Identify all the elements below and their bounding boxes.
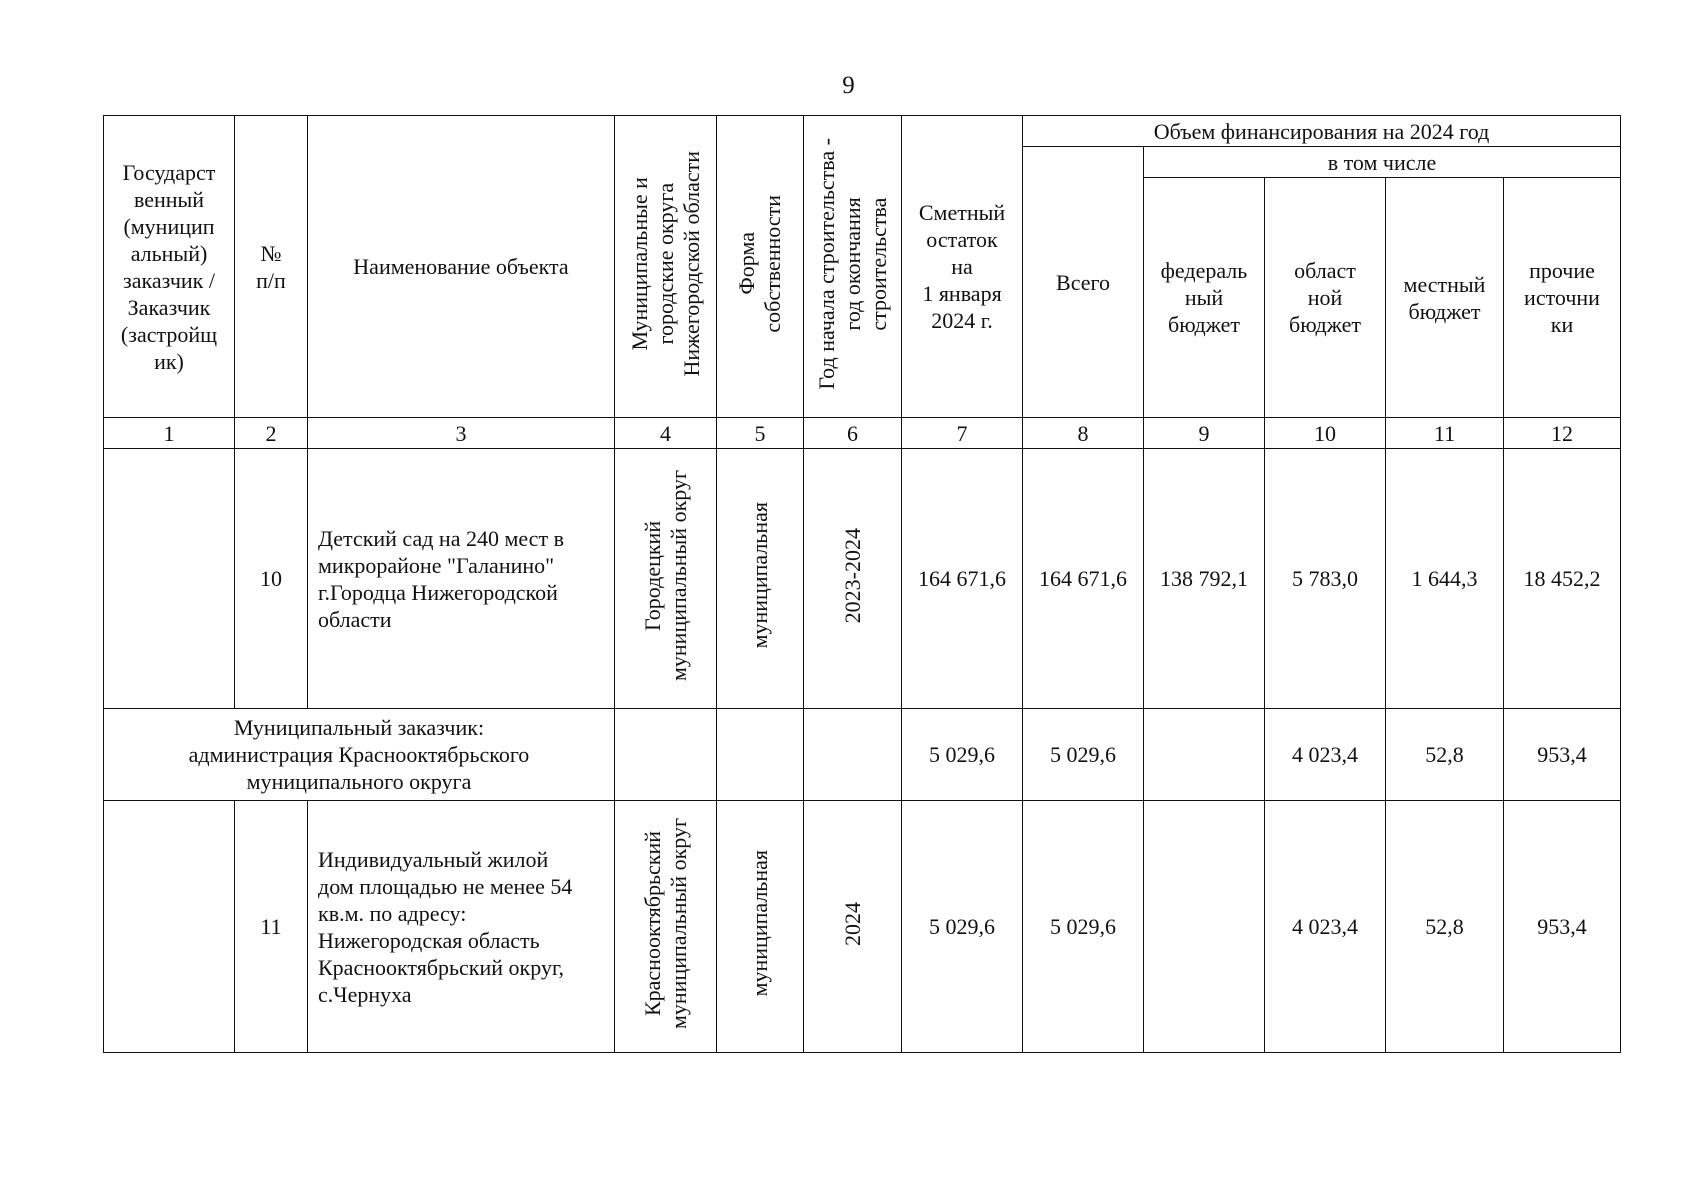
header-federal-label: федераль ный бюджет — [1160, 258, 1248, 337]
row-object-name — [308, 801, 615, 1053]
row-regional: 5 783,0 — [1265, 449, 1386, 709]
row-num: 10 — [235, 449, 308, 709]
header-other-label: прочие источни ки — [1524, 258, 1600, 337]
column-number: 3 — [308, 418, 615, 449]
column-number: 6 — [804, 418, 902, 449]
subtotal-federal — [1144, 709, 1265, 801]
row-district-text: Краснооктябрьский муниципальный округ — [639, 817, 691, 1029]
column-number: 10 — [1265, 418, 1386, 449]
column-number: 9 — [1144, 418, 1265, 449]
header-local-label: местный бюджет — [1403, 271, 1486, 324]
row-ownership-text: муниципальная — [747, 502, 772, 649]
row-estimate: 164 671,6 — [902, 449, 1023, 709]
header-including-label: в том числе — [1327, 149, 1437, 175]
header-num-label: № п/п — [256, 240, 286, 293]
page-number: 9 — [842, 72, 855, 99]
header-row — [104, 116, 1621, 147]
subtotal-local: 52,8 — [1386, 709, 1504, 801]
row-estimate: 5 029,6 — [902, 801, 1023, 1053]
header-ownership-label: Форма собственности — [734, 194, 785, 333]
row-other: 953,4 — [1504, 801, 1621, 1053]
header-years — [804, 116, 902, 418]
subtotal-other: 953,4 — [1504, 709, 1621, 801]
header-local — [1386, 178, 1504, 418]
column-number: 4 — [615, 418, 717, 449]
row-years — [804, 801, 902, 1053]
subtotal-estimate: 5 029,6 — [902, 709, 1023, 801]
header-other — [1504, 178, 1621, 418]
row-regional: 4 023,4 — [1265, 801, 1386, 1053]
header-estimate — [902, 116, 1023, 418]
header-federal — [1144, 178, 1265, 418]
header-regional — [1265, 178, 1386, 418]
header-years-label: Год начала строительства - год окончания строительства — [813, 137, 891, 390]
financing-table — [103, 115, 1621, 1053]
table-row — [104, 801, 1621, 1053]
row-local: 1 644,3 — [1386, 449, 1504, 709]
header-total — [1023, 147, 1144, 418]
column-number: 2 — [235, 418, 308, 449]
subtotal-label — [104, 709, 615, 801]
subtotal-years — [804, 709, 902, 801]
column-number: 7 — [902, 418, 1023, 449]
column-number: 12 — [1504, 418, 1621, 449]
row-object-name-text: Индивидуальный жилой дом площадью не менее 54 кв.м. по адресу: Нижегородская область Краснооктябрьский округ, с.Чернуха — [318, 846, 573, 1007]
header-estimate-label: Сметный остаток на 1 января 2024 г. — [918, 200, 1006, 333]
column-number: 8 — [1023, 418, 1144, 449]
subtotal-regional: 4 023,4 — [1265, 709, 1386, 801]
header-object-name — [308, 116, 615, 418]
subtotal-ownership — [717, 709, 804, 801]
row-customer — [104, 449, 235, 709]
column-number: 5 — [717, 418, 804, 449]
header-districts-label: Муниципальные и городские округа Нижегородской области — [626, 150, 704, 377]
header-total-label: Всего — [1056, 269, 1110, 295]
row-total: 5 029,6 — [1023, 801, 1144, 1053]
header-ownership — [717, 116, 804, 418]
row-district — [615, 449, 717, 709]
row-district — [615, 801, 717, 1053]
row-local: 52,8 — [1386, 801, 1504, 1053]
header-funding-group-label: Объем финансирования на 2024 год — [1153, 118, 1490, 144]
row-num: 11 — [235, 801, 308, 1053]
column-numbers-row — [104, 418, 1621, 449]
header-including — [1144, 147, 1621, 178]
subtotal-district — [615, 709, 717, 801]
column-number: 1 — [104, 418, 235, 449]
row-years-text: 2024 — [839, 901, 865, 946]
header-customer — [104, 116, 235, 418]
row-years-text: 2023-2024 — [839, 527, 865, 624]
header-object-name-label: Наименование объекта — [353, 254, 569, 279]
table-row — [104, 449, 1621, 709]
column-number: 11 — [1386, 418, 1504, 449]
row-ownership — [717, 449, 804, 709]
header-customer-label: Государст венный (муницип альный) заказчик / Заказчик (застройщ ик) — [120, 159, 218, 374]
row-ownership — [717, 801, 804, 1053]
row-customer — [104, 801, 235, 1053]
row-federal — [1144, 801, 1265, 1053]
row-federal: 138 792,1 — [1144, 449, 1265, 709]
header-num — [235, 116, 308, 418]
row-ownership-text: муниципальная — [747, 850, 772, 997]
subtotal-total: 5 029,6 — [1023, 709, 1144, 801]
row-district-text: Городецкий муниципальный округ — [639, 469, 691, 681]
header-funding-group — [1023, 116, 1621, 147]
row-object-name — [308, 449, 615, 709]
row-total: 164 671,6 — [1023, 449, 1144, 709]
header-regional-label: област ной бюджет — [1289, 258, 1361, 337]
subtotal-row — [104, 709, 1621, 801]
header-districts — [615, 116, 717, 418]
row-object-name-text: Детский сад на 240 мест в микрорайоне "Галанино" г.Городца Нижегородской области — [318, 525, 564, 632]
row-years — [804, 449, 902, 709]
row-other: 18 452,2 — [1504, 449, 1621, 709]
subtotal-label-text: Муниципальный заказчик: администрация Краснооктябрьского муниципального округа — [188, 715, 530, 794]
